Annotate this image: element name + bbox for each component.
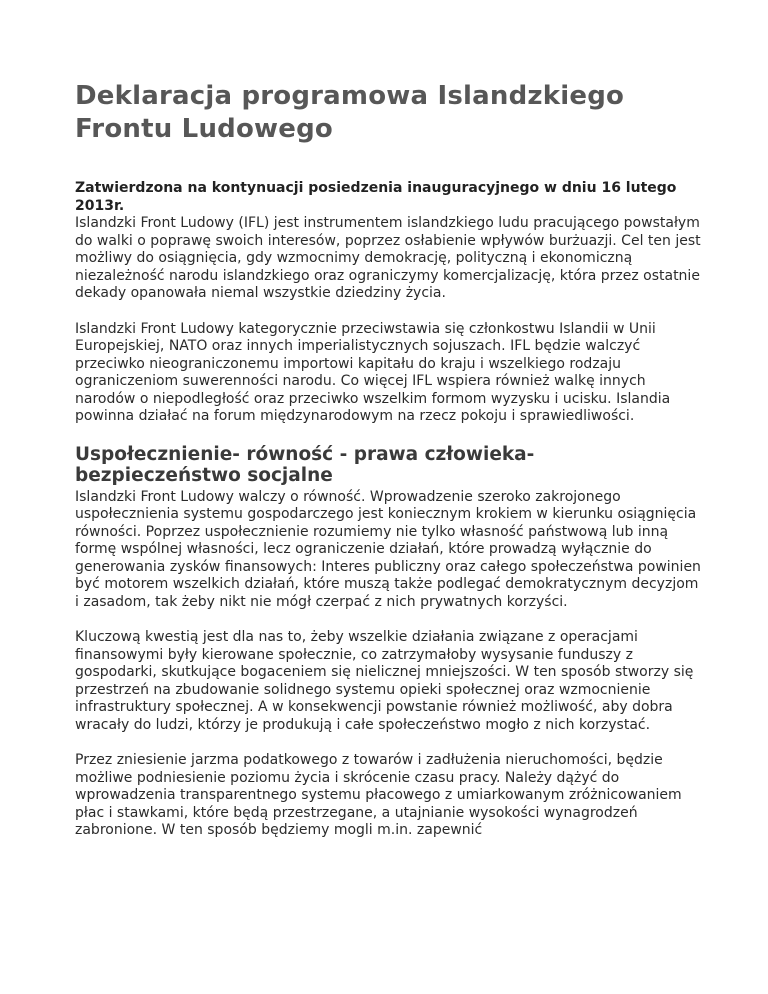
section-paragraph-1: Islandzki Front Ludowy walczy o równość. Wprowadzenie szeroko zakrojonego uspołecznienia systemu gospodarczego jest koniecznym krokiem w kierunku osiągnięcia równości. Poprzez uspołecznienie rozumiemy nie tylko własność państwową lub inną formę wspólnej własności, lecz ograniczenie działań, które prowadzą wyłącznie do generowania zysków finansowych: Interes publiczny oraz całego społeczeństwa powinien być motorem wszelkich działań, które muszą także podlegać demokratycznym decyzjom i zasadom, tak żeby nikt nie mógł czerpać z nich prywatnych korzyści. bbox=[75, 488, 701, 610]
section-paragraph-2: Kluczową kwestią jest dla nas to, żeby wszelkie działania związane z operacjami finansowymi były kierowane społecznie, co zatrzymałoby wysysanie funduszy z gospodarki, skutkujące bogaceniem się nielicznej mniejszości. W ten sposób stworzy się przestrzeń na zbudowanie solidnego systemu opieki społecznej oraz wzmocnienie infrastruktury społecznej. A w konsekwencji powstanie również możliwość, aby dobra wracały do ludzi, którzy je produkują i całe społeczeństwo mogło z nich korzystać. bbox=[75, 629, 694, 733]
section-paragraph-3: Przez zniesienie jarzma podatkowego z towarów i zadłużenia nieruchomości, będzie możliwe podniesienie poziomu życia i skrócenie czasu pracy. Należy dążyć do wprowadzenia transparentnego systemu płacowego z umiarkowanym zróżnicowaniem płac i stawkami, które będą przestrzegane, a utajnianie wysokości wynagrodzeń zabronione. W ten sposób będziemy mogli m.in. zapewnić bbox=[75, 752, 682, 838]
document-title: Deklaracja programowa Islandzkiego Frontu Ludowego bbox=[75, 81, 625, 144]
intro-paragraph-2: Islandzki Front Ludowy kategorycznie przeciwstawia się członkostwu Islandii w Unii Europejskiej, NATO oraz innych imperialistycznych sojuszach. IFL będzie walczyć przeciwko nieograniczonemu importowi kapitału do kraju i wszelkiego rodzaju ograniczeniom suwerenności narodu. Co więcej IFL wspiera również walkę innych narodów o niepodległość oraz przeciwko wszelkim formom wyzysku i ucisku. Islandia powinna działać na forum międzynarodowym na rzecz pokoju i sprawiedliwości. bbox=[75, 320, 671, 424]
document-page bbox=[75, 80, 705, 858]
document-subtitle: Zatwierdzona na kontynuacji posiedzenia inauguracyjnego w dniu 16 lutego 2013r. bbox=[75, 180, 677, 214]
section-heading: Uspołecznienie- równość - prawa człowieka- bezpieczeństwo socjalne bbox=[75, 443, 535, 486]
intro-paragraph-1: Islandzki Front Ludowy (IFL) jest instrumentem islandzkiego ludu pracującego powstałym do walki o poprawę swoich interesów, poprzez osłabienie wpływów burżuazji. Cel ten jest możliwy do osiągnięcia, gdy wzmocnimy demokrację, polityczną i ekonomiczną niezależność narodu islandzkiego oraz ograniczymy komercjalizację, która przez ostatnie dekady opanowała niemal wszystkie dziedziny życia. bbox=[75, 215, 701, 301]
